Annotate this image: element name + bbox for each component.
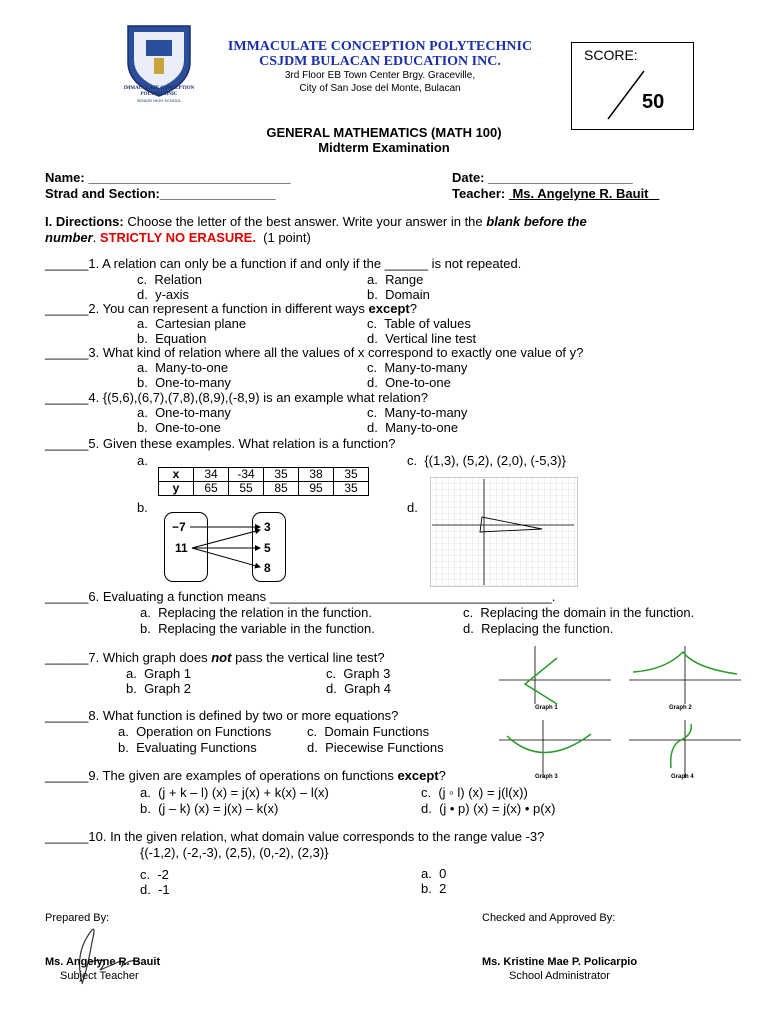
q4-option-d: d. Many-to-one (367, 420, 459, 435)
q2-stem-text: ______2. You can represent a function in different ways (45, 301, 369, 316)
q6-option-a: a. Replacing the relation in the function. (140, 605, 372, 620)
directions-emphasis-number: number (45, 230, 93, 245)
graph-4 (625, 718, 745, 788)
q1-stem: ______1. A relation can only be a function if and only if the ______ is not repeated. (45, 256, 522, 271)
teacher-label: Teacher: (452, 186, 506, 201)
graph-4-plot (625, 718, 745, 780)
logo-text: IMMACULATE CONCEPTION POLYTECHNIC (123, 86, 195, 97)
q7-stem-text: ______7. Which graph does (45, 650, 212, 665)
q2-option-d: d. Vertical line test (367, 331, 477, 346)
q3-option-d: d. One-to-one (367, 375, 451, 390)
q7-stem-end: pass the vertical line test? (231, 650, 385, 665)
graph-4-label: Graph 4 (671, 774, 694, 780)
table-cell: x (159, 468, 194, 482)
table-cell: -34 (229, 468, 264, 482)
q9-option-b: b. (j – k) (x) = j(x) – k(x) (140, 801, 279, 816)
q1-option-c: c. Relation (137, 272, 203, 287)
q8-option-d: d. Piecewise Functions (307, 740, 444, 755)
q7-option-d: d. Graph 4 (326, 681, 392, 696)
q5-value-table (158, 467, 369, 496)
q9-stem (45, 768, 446, 783)
q5-grid-graph (430, 477, 578, 587)
prepared-by-label: Prepared By: (45, 912, 110, 924)
school-name: IMMACULATE CONCEPTION POLYTECHNIC (227, 39, 533, 54)
q6-option-c: c. Replacing the domain in the function. (463, 605, 695, 620)
address-line-1: 3rd Floor EB Town Center Brgy. Graceville, (284, 70, 476, 81)
q7-option-c: c. Graph 3 (326, 666, 391, 681)
q7-option-b: b. Graph 2 (126, 681, 192, 696)
graph-1-label: Graph 1 (535, 705, 558, 711)
q4-option-a: a. One-to-many (137, 405, 231, 420)
directions-emphasis: blank before the (486, 214, 587, 229)
q7-stem (45, 650, 385, 665)
q3-option-c: c. Many-to-many (367, 360, 468, 375)
domain-value: 11 (175, 541, 188, 555)
range-value: 8 (264, 561, 271, 575)
exam-subtitle: Midterm Examination (318, 140, 450, 155)
teacher-field (452, 186, 659, 201)
exam-title: GENERAL MATHEMATICS (MATH 100) (266, 125, 502, 140)
q7-stem-bold: not (211, 650, 232, 665)
q1-option-b: b. Domain (367, 287, 430, 302)
q1-option-a: a. Range (367, 272, 424, 287)
graph-3-plot (495, 718, 615, 780)
preparer-name: Ms. Angelyne R. Bauit (45, 956, 161, 968)
teacher-value: Ms. Angelyne R. Bauit (508, 186, 660, 201)
graph-2-label: Graph 2 (669, 705, 692, 711)
q5-mapping-diagram (158, 510, 298, 582)
q3-option-b: b. One-to-many (137, 375, 231, 390)
q8-option-c: c. Domain Functions (307, 724, 430, 739)
q10-relation-set: {(-1,2), (-2,-3), (2,5), (0,-2), (2,3)} (140, 845, 329, 860)
q5-option-a: a. (137, 453, 148, 468)
table-cell: 35 (334, 482, 369, 496)
q8-stem: ______8. What function is defined by two or more equations? (45, 708, 399, 723)
q9-option-a: a. (j + k – l) (x) = j(x) + k(x) – l(x) (140, 785, 329, 800)
school-logo (118, 22, 200, 104)
domain-value: −7 (172, 520, 186, 534)
graph-3-label: Graph 3 (535, 774, 558, 780)
q5-stem: ______5. Given these examples. What relation is a function? (45, 436, 396, 451)
score-total: 50 (642, 91, 665, 113)
q10-option-c: c. -2 (140, 867, 169, 882)
table-cell: 35 (334, 468, 369, 482)
approver-role: School Administrator (509, 970, 610, 982)
grid-plot (430, 477, 578, 587)
graph-2-plot (625, 644, 745, 706)
q8-option-a: a. Operation on Functions (118, 724, 272, 739)
approver-name: Ms. Kristine Mae P. Policarpio (482, 956, 638, 968)
directions-punct: . (92, 230, 100, 245)
checked-by-label: Checked and Approved By: (482, 912, 616, 924)
q9-stem-bold: except (397, 768, 439, 783)
name-field[interactable]: Name: ____________________________ (45, 170, 291, 185)
range-value: 5 (264, 541, 271, 555)
q1-option-d: d. y-axis (137, 287, 190, 302)
q7-option-a: a. Graph 1 (126, 666, 192, 681)
q6-option-b: b. Replacing the variable in the function. (140, 621, 375, 636)
q6-stem: ______6. Evaluating a function means _______________________________________. (45, 589, 556, 604)
table-cell: 38 (299, 468, 334, 482)
org-name: CSJDM BULACAN EDUCATION INC. (259, 54, 501, 69)
directions (45, 214, 725, 246)
q10-option-a: a. 0 (421, 866, 447, 881)
q9-option-d: d. (j • p) (x) = j(x) • p(x) (421, 801, 556, 816)
table-cell: 35 (264, 468, 299, 482)
q3-option-a: a. Many-to-one (137, 360, 229, 375)
table-row (159, 468, 369, 482)
q2-stem-end: ? (409, 301, 417, 316)
q5-option-b: b. (137, 500, 148, 515)
range-value: 3 (264, 520, 271, 534)
q9-stem-end: ? (438, 768, 446, 783)
q4-option-c: c. Many-to-many (367, 405, 468, 420)
q2-option-b: b. Equation (137, 331, 207, 346)
q5-option-c: c. {(1,3), (5,2), (2,0), (-5,3)} (407, 453, 566, 468)
q2-stem (45, 301, 417, 316)
graph-3 (495, 718, 615, 788)
graph-2 (625, 644, 745, 714)
score-label: SCORE: (584, 47, 638, 63)
table-cell: y (159, 482, 194, 496)
score-box (571, 42, 694, 130)
q8-option-b: b. Evaluating Functions (118, 740, 257, 755)
q10-option-b: b. 2 (421, 881, 447, 896)
q6-option-d: d. Replacing the function. (463, 621, 614, 636)
date-field[interactable]: Date: ____________________ (452, 170, 633, 185)
graph-1-plot (495, 644, 615, 706)
q10-option-d: d. -1 (140, 882, 170, 897)
q5-option-d: d. (407, 500, 418, 515)
logo-subtext: SENIOR HIGH SCHOOL (136, 98, 182, 103)
table-cell: 65 (194, 482, 229, 496)
table-cell: 34 (194, 468, 229, 482)
score-slash (606, 69, 646, 121)
q3-stem: ______3. What kind of relation where all the values of x correspond to exactly one value of y? (45, 345, 584, 360)
q4-option-b: b. One-to-one (137, 420, 221, 435)
directions-heading: I. Directions: (45, 214, 124, 229)
q2-stem-bold: except (368, 301, 410, 316)
graph-1 (495, 644, 615, 714)
q9-option-c: c. (j ◦ l) (x) = j(l(x)) (421, 785, 528, 800)
q4-stem: ______4. {(5,6),(6,7),(7,8),(8,9),(-8,9) is an example what relation? (45, 390, 428, 405)
strict-notice: STRICTLY NO ERASURE. (99, 230, 256, 245)
table-row (159, 482, 369, 496)
table-cell: 95 (299, 482, 334, 496)
directions-text: Choose the letter of the best answer. Write your answer in the (123, 214, 487, 229)
q9-stem-text: ______9. The given are examples of operations on functions (45, 768, 398, 783)
address-line-2: City of San Jose del Monte, Bulacan (299, 83, 461, 94)
q10-stem: ______10. In the given relation, what domain value corresponds to the range value -3? (45, 829, 545, 844)
strand-section-field[interactable]: Strad and Section:________________ (45, 186, 276, 201)
table-cell: 85 (264, 482, 299, 496)
mapping-arrows (158, 510, 298, 582)
points-note: (1 point) (255, 230, 311, 245)
q2-option-a: a. Cartesian plane (137, 316, 247, 331)
table-cell: 55 (229, 482, 264, 496)
preparer-role: Subject Teacher (60, 970, 139, 982)
q2-option-c: c. Table of values (367, 316, 471, 331)
